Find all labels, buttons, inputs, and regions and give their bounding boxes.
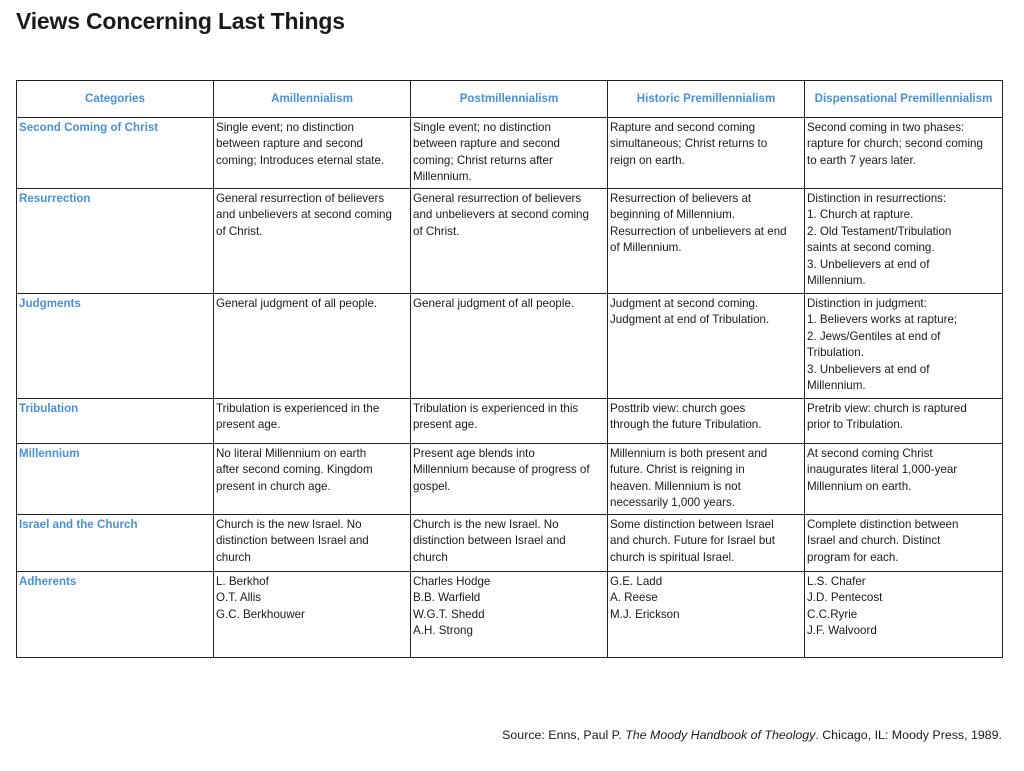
source-book-title: The Moody Handbook of Theology [625,728,816,742]
cell-text-line: Millennium. [413,170,472,184]
cell-text-line: Some distinction between Israel [610,518,774,531]
table-body [17,118,1003,658]
cell-text-line: heaven. Millennium is not [610,479,741,493]
cell-text-line: J.D. Pentecost [807,591,883,605]
cell-text-line: Judgment at end of Tribulation. [610,313,770,327]
cell-text-line: General judgment of all people. [413,297,575,310]
source-suffix: . Chicago, IL: Moody Press, 1989. [815,728,1002,742]
cell-text-line: Rapture and second coming [610,121,756,134]
column-header-dispensational-premillennialism: Dispensational Premillennialism [805,81,1003,118]
cell-text-line: Pretrib view: church is raptured [807,402,967,415]
cell-text-line: O.T. Allis [216,591,262,605]
cell-text-line: church is spiritual Israel. [610,550,735,564]
cell-text-line: Distinction in resurrections: [807,192,947,205]
cell-text-line: Resurrection of unbelievers at end [610,224,787,238]
cell-text-line: Israel and church. Distinct [807,534,941,548]
view-cell-historic-premillennialism [608,294,805,399]
view-cell-historic-premillennialism [608,515,805,572]
cell-text-line: reign on earth. [610,153,685,167]
cell-text-line: Millennium is both present and [610,447,768,460]
cell-text-line: and unbelievers at second coming [413,208,589,222]
cell-text-line: At second coming Christ [807,447,933,460]
cell-text-line: G.C. Berkhouwer [216,607,305,621]
category-cell: Resurrection [17,189,214,294]
category-cell: Adherents [17,572,214,658]
cell-text-line: Millennium. [807,274,866,288]
cell-text-line: 1. Believers works at rapture; [807,313,958,327]
cell-text-line: and church. Future for Israel but [610,534,775,548]
table-row-tribulation [17,399,1003,444]
cell-text-line: saints at second coming. [807,241,935,255]
cell-text-line: Church is the new Israel. No [413,518,559,531]
view-cell-postmillennialism [411,399,608,444]
cell-text-line: of Millennium. [610,241,682,255]
cell-text-line: Complete distinction between [807,518,959,531]
cell-text-line: present in church age. [216,479,331,493]
view-cell-dispensational-premillennialism [805,572,1003,658]
cell-text-line: Millennium because of progress of [413,463,590,477]
cell-text-line: Charles Hodge [413,575,491,588]
page-title: Views Concerning Last Things [16,8,345,34]
cell-text-line: G.E. Ladd [610,575,663,588]
view-cell-postmillennialism [411,294,608,399]
category-cell: Israel and the Church [17,515,214,572]
cell-text-line: of Christ. [413,224,460,238]
cell-text-line: General resurrection of believers [413,192,582,205]
cell-text-line: W.G.T. Shedd [413,607,485,621]
cell-text-line: J.F. Walvoord [807,624,877,638]
cell-text-line: General resurrection of believers [216,192,385,205]
cell-text-line: A. Reese [610,591,658,605]
view-cell-dispensational-premillennialism [805,515,1003,572]
view-cell-dispensational-premillennialism [805,118,1003,189]
view-cell-postmillennialism [411,444,608,515]
cell-text-line: between rapture and second [216,137,363,151]
category-cell: Tribulation [17,399,214,444]
view-cell-historic-premillennialism [608,444,805,515]
view-cell-dispensational-premillennialism [805,399,1003,444]
cell-text-line: 2. Old Testament/Tribulation [807,224,952,238]
view-cell-amillennialism [214,399,411,444]
cell-text-line: M.J. Erickson [610,607,680,621]
source-prefix: Source: Enns, Paul P. [502,728,626,742]
cell-text-line: Tribulation. [807,346,864,360]
view-cell-postmillennialism [411,515,608,572]
cell-text-line: church [413,550,448,564]
cell-text-line: C.C.Ryrie [807,607,858,621]
header-row [17,81,1003,118]
cell-text-line: coming; Christ returns after [413,153,553,167]
category-cell: Second Coming of Christ [17,118,214,189]
view-cell-amillennialism [214,515,411,572]
table-row-resurrection [17,189,1003,294]
cell-text-line: Second coming in two phases: [807,121,965,134]
table-row-israel-and-the-church [17,515,1003,572]
view-cell-dispensational-premillennialism [805,294,1003,399]
source-citation [502,728,1002,742]
cell-text-line: Distinction in judgment: [807,297,927,310]
cell-text-line: Posttrib view: church goes [610,402,746,415]
category-cell: Millennium [17,444,214,515]
comparison-table [16,80,1003,658]
view-cell-historic-premillennialism [608,118,805,189]
view-cell-postmillennialism [411,572,608,658]
view-cell-postmillennialism [411,189,608,294]
cell-text-line: inaugurates literal 1,000-year [807,463,958,477]
view-cell-historic-premillennialism [608,189,805,294]
cell-text-line: Church is the new Israel. No [216,518,362,531]
cell-text-line: 3. Unbelievers at end of [807,362,930,376]
cell-text-line: Single event; no distinction [216,121,354,134]
view-cell-dispensational-premillennialism [805,444,1003,515]
cell-text-line: L.S. Chafer [807,575,866,588]
cell-text-line: present age. [413,418,478,432]
cell-text-line: between rapture and second [413,137,560,151]
cell-text-line: present age. [216,418,281,432]
cell-text-line: simultaneous; Christ returns to [610,137,768,151]
cell-text-line: of Christ. [216,224,263,238]
table-row-second-coming-of-christ [17,118,1003,189]
column-header-historic-premillennialism: Historic Premillennialism [608,81,805,118]
table-row-adherents [17,572,1003,658]
column-header-postmillennialism: Postmillennialism [411,81,608,118]
view-cell-historic-premillennialism [608,572,805,658]
table-row-judgments [17,294,1003,399]
cell-text-line: beginning of Millennium. [610,208,736,222]
cell-text-line: Resurrection of believers at [610,192,752,205]
cell-text-line: rapture for church; second coming [807,137,983,151]
cell-text-line: Tribulation is experienced in the [216,402,380,415]
table-row-millennium [17,444,1003,515]
cell-text-line: through the future Tribulation. [610,418,762,432]
cell-text-line: and unbelievers at second coming [216,208,392,222]
cell-text-line: church [216,550,251,564]
cell-text-line: distinction between Israel and [216,534,369,548]
cell-text-line: program for each. [807,550,899,564]
cell-text-line: 1. Church at rapture. [807,208,914,222]
category-cell: Judgments [17,294,214,399]
cell-text-line: 2. Jews/Gentiles at end of [807,329,941,343]
cell-text-line: General judgment of all people. [216,297,378,310]
cell-text-line: Tribulation is experienced in this [413,402,579,415]
cell-text-line: L. Berkhof [216,575,269,588]
cell-text-line: to earth 7 years later. [807,153,916,167]
cell-text-line: A.H. Strong [413,624,473,638]
cell-text-line: after second coming. Kingdom [216,463,373,477]
cell-text-line: coming; Introduces eternal state. [216,153,385,167]
cell-text-line: distinction between Israel and [413,534,566,548]
view-cell-dispensational-premillennialism [805,189,1003,294]
cell-text-line: Single event; no distinction [413,121,551,134]
view-cell-amillennialism [214,189,411,294]
cell-text-line: B.B. Warfield [413,591,481,605]
cell-text-line: Millennium. [807,379,866,393]
cell-text-line: necessarily 1,000 years. [610,496,736,510]
view-cell-postmillennialism [411,118,608,189]
cell-text-line: 3. Unbelievers at end of [807,257,930,271]
column-header-amillennialism: Amillennialism [214,81,411,118]
cell-text-line: Present age blends into [413,447,535,460]
view-cell-amillennialism [214,572,411,658]
cell-text-line: gospel. [413,479,451,493]
cell-text-line: future. Christ is reigning in [610,463,745,477]
column-header-categories: Categories [17,81,214,118]
view-cell-amillennialism [214,294,411,399]
view-cell-amillennialism [214,118,411,189]
cell-text-line: Judgment at second coming. [610,297,759,310]
cell-text-line: prior to Tribulation. [807,418,904,432]
view-cell-historic-premillennialism [608,399,805,444]
cell-text-line: Millennium on earth. [807,479,912,493]
view-cell-amillennialism [214,444,411,515]
cell-text-line: No literal Millennium on earth [216,447,367,460]
